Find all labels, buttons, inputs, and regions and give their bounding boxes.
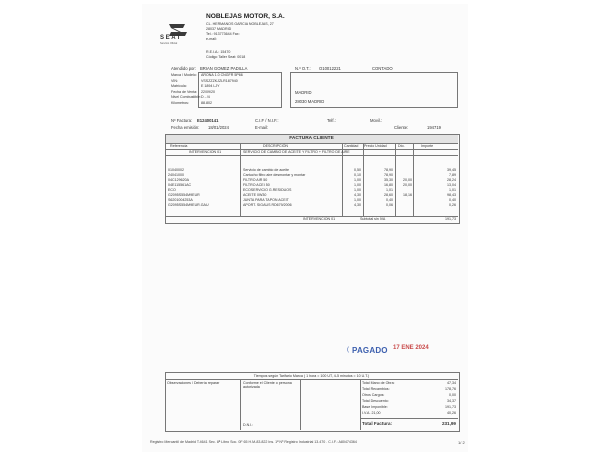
row-total: 7,89: [449, 173, 456, 177]
col-header: Precio Unidad: [364, 144, 387, 148]
ot-value: O10012221: [319, 66, 341, 71]
col-header: Importe: [421, 144, 434, 148]
registry-footer: Registro Mercantil de Madrid T.4641 Sec. 8ª Libro Soc. 0F 65 H.M-83.822 Ins. 1ª Nº Registro Industrial 13.470 . C.I.F.: A80474364: [150, 440, 357, 444]
total-value: 47,34: [447, 381, 456, 385]
total-value: 40,26: [447, 411, 456, 415]
subtotal-value: 191,73: [445, 217, 456, 221]
customer-city: MADRID: [295, 90, 312, 95]
invoice-number: E12400141: [197, 118, 219, 123]
paid-stamp: PAGADO: [352, 346, 388, 355]
col-header: Cantidad: [344, 144, 359, 148]
brand-name: SEAT: [160, 35, 182, 41]
total-value: 34,37: [447, 399, 456, 403]
row-qty: 4,30: [354, 193, 361, 197]
row-desc: Servicio de cambio de aceite: [243, 168, 289, 172]
divider: [165, 143, 458, 144]
customer-conformity-label: Conforme el Cliente o persona autorizada: [243, 381, 292, 390]
vehicle-label: Nivel Combustible:: [171, 95, 201, 99]
row-desc: ACEITE 0W30: [243, 193, 267, 197]
row-price: 78,90: [384, 173, 393, 177]
tel-label: Telf.:: [327, 118, 336, 123]
company-taller-code: Código Taller Seat: 0018: [206, 55, 246, 59]
row-price: 16,80: [384, 183, 393, 187]
row-qty: 1,00: [354, 198, 361, 202]
row-total: 28,24: [447, 178, 456, 182]
vehicle-value: E 1894 LJY: [201, 84, 220, 88]
client-label: Cliente:: [394, 125, 409, 130]
col-divider: [300, 379, 301, 430]
invoice-total-value: 231,99: [441, 421, 456, 426]
row-total: 0,40: [449, 198, 456, 202]
col-divider: [360, 379, 361, 430]
invoice-total-label: Total Factura:: [362, 421, 393, 426]
divider: [165, 379, 458, 380]
row-desc: JUNTA PARA TAPON ACEIT: [243, 198, 289, 202]
vehicle-label: Marca / Modelo:: [171, 73, 197, 77]
row-desc: ECOSERVICIO G.RESIDUOS: [243, 188, 292, 192]
observations-label: Observaciones / Debería reparar: [167, 381, 220, 385]
company-phone: Tel.: 913773644 Fax:: [206, 32, 240, 36]
vehicle-value: ARONA 1.0 CNGFR 5P66: [201, 73, 243, 77]
divider: [165, 155, 458, 156]
total-label: Base Imponible:: [362, 405, 388, 409]
row-price: 0,40: [386, 198, 393, 202]
row-desc: FILTRO AIR 50: [243, 178, 268, 182]
row-desc: FILTRO ACEI 50: [243, 183, 270, 187]
row-qty: 4,30: [354, 203, 361, 207]
row-price: 78,90: [384, 168, 393, 172]
row-qty: 1,00: [354, 183, 361, 187]
vehicle-value: D - /4: [201, 95, 210, 99]
invoice-number-label: Nº Factura:: [171, 118, 193, 123]
page-number: 1/ 2: [458, 440, 465, 445]
row-total: 0,26: [449, 203, 456, 207]
col-divider: [240, 143, 241, 216]
vehicle-label: Kilometros:: [171, 100, 189, 105]
row-ref: ECO: [168, 188, 176, 192]
row-qty: 1,00: [354, 178, 361, 182]
row-ref: 04E115561AC: [168, 183, 192, 187]
row-total: 1,01: [449, 188, 456, 192]
row-ref: G2095S554M9EUR.GAU: [168, 203, 209, 207]
row-desc: APORT. SIGAUS RD679/2006: [243, 203, 292, 207]
cif-label: C.I.F / N.I.F.:: [255, 118, 279, 123]
total-value: 0,00: [449, 393, 456, 397]
intervention-description: SERVICIO DE CAMBIO DE ACEITE Y FILTRO + FILTRO DE AIRE: [243, 150, 350, 154]
row-total: 13,04: [447, 183, 456, 187]
col-header: Referencia: [170, 144, 188, 148]
row-price: 35,30: [384, 178, 393, 182]
row-ref: 04C129620A: [168, 178, 189, 182]
client-number: 194719: [427, 125, 441, 130]
subtotal-intervention-label: INTERVENCION 01: [303, 217, 336, 221]
customer-postal: 28030 MADRID: [295, 99, 325, 104]
issue-date-label: Fecha emisión:: [171, 125, 200, 130]
row-qty: 0,10: [354, 173, 361, 177]
issue-date: 18/01/2024: [208, 125, 229, 130]
stamp-mark-icon: (: [347, 347, 349, 353]
vehicle-value: 22/09/20: [201, 89, 215, 94]
ot-label: N.º O.T.:: [295, 66, 311, 71]
vehicle-label: Matrícula:: [171, 84, 187, 88]
row-dto: 18,16: [403, 193, 412, 197]
row-ref: 01040002: [168, 168, 184, 172]
row-qty: 0,50: [354, 168, 361, 172]
col-header: DESCRIPCIÓN: [263, 144, 288, 148]
total-label: Otros Cargos:: [362, 393, 385, 397]
row-price: 1,01: [386, 188, 393, 192]
paid-stamp-date: 17 ENE 2024: [393, 345, 429, 351]
vehicle-label: Fecha de Venta:: [171, 89, 198, 94]
col-header: Dto.: [398, 144, 405, 148]
row-qty: 1,00: [354, 188, 361, 192]
row-price: 0,06: [386, 203, 393, 207]
company-address-1: CL. HERMANOS GARCIA NOBLEJAS, 27: [206, 22, 274, 26]
total-label: I.V.A. 21,00: [362, 411, 381, 415]
divider: [360, 418, 458, 419]
col-divider: [240, 379, 241, 430]
total-label: Total Descuento:: [362, 399, 389, 403]
company-reia: R.E.I.A.: 15470: [206, 50, 231, 54]
total-value: 191,73: [445, 405, 456, 409]
company-name: NOBLEJAS MOTOR, S.A.: [206, 13, 285, 20]
atendido-value: BRIAN GOMEZ PADILLA: [200, 66, 248, 71]
subtotal-label: Subtotal sin IVA: [360, 217, 386, 221]
table-title: FACTURA CLIENTE: [289, 136, 334, 141]
dni-label: D.N.I.:: [243, 423, 254, 427]
row-ref: G2095S554M9EUR: [168, 193, 200, 197]
vehicle-value: VSSZZZKJZLR187940: [201, 78, 238, 83]
total-label: Total Mano de Obra:: [362, 381, 395, 385]
vehicle-value: 88.802: [201, 100, 212, 105]
row-total: 39,45: [447, 168, 456, 172]
company-address-2: 28037 MADRID: [206, 27, 232, 31]
row-ref: S6201004253A: [168, 198, 193, 202]
movil-label: Movil.:: [370, 118, 383, 123]
row-price: 28,60: [384, 193, 393, 197]
row-ref: 24041000: [168, 173, 184, 177]
row-dto: 20,00: [403, 183, 412, 187]
company-email: e-mail:: [206, 37, 217, 41]
vehicle-label: VIN:: [171, 78, 178, 83]
atendido-label: Atendido por:: [171, 66, 196, 71]
total-value: 178,76: [445, 387, 456, 391]
brand-subtitle: Servicio Oficial: [160, 42, 178, 45]
intervention-label: INTERVENCION 01: [189, 150, 222, 154]
row-desc: Cartucho filtro aire desmontar y montar: [243, 173, 306, 177]
time-tariff-note: Tiempos según Tarifario Marca ( 1 hora = 100 UT, 4-5 minutos = 10 U.T.): [253, 373, 370, 378]
payment-method: CONTADO: [372, 66, 393, 71]
row-dto: 20,00: [403, 178, 412, 182]
row-total: 98,43: [447, 193, 456, 197]
email-label: E-mail:: [255, 125, 269, 130]
total-label: Total Recambios:: [362, 387, 390, 391]
